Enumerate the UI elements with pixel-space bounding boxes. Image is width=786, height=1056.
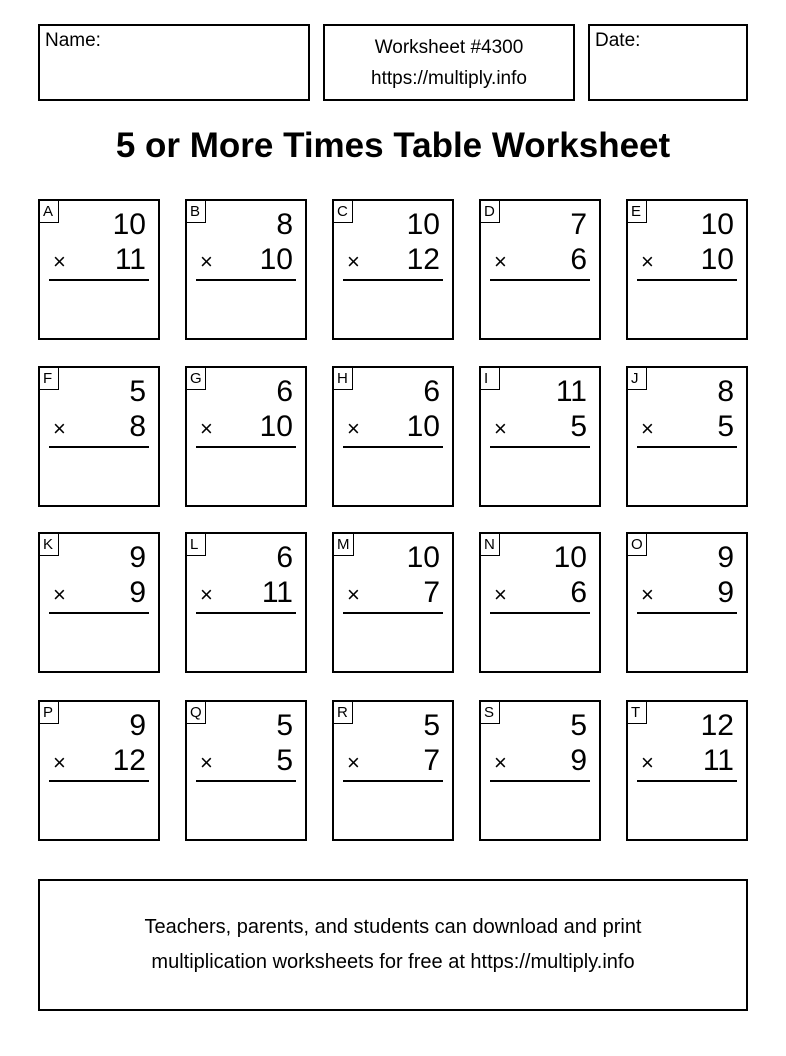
times-sign: × [53, 750, 66, 775]
problem-card[interactable] [38, 366, 160, 507]
multiplicand: 8 [276, 208, 293, 241]
multiplicand: 5 [570, 709, 587, 742]
problem-letter: B [187, 201, 206, 223]
times-sign: × [347, 750, 360, 775]
answer-line [343, 780, 443, 782]
multiplier: 8 [129, 410, 146, 443]
problem-letter: O [628, 534, 647, 556]
times-sign: × [53, 249, 66, 274]
worksheet-number: Worksheet #4300 [374, 37, 524, 58]
multiplicand: 12 [700, 709, 734, 742]
footer-box [38, 879, 748, 1011]
times-sign: × [494, 249, 507, 274]
multiplicand: 10 [112, 208, 146, 241]
multiplicand: 9 [717, 541, 734, 574]
problem-letter: D [481, 201, 500, 223]
problem-card[interactable] [38, 532, 160, 673]
answer-line [637, 279, 737, 281]
multiplier: 7 [423, 576, 440, 609]
multiplicand: 6 [276, 375, 293, 408]
problem-letter: Q [187, 702, 206, 724]
multiplier: 12 [406, 243, 440, 276]
answer-line [196, 612, 296, 614]
times-sign: × [347, 249, 360, 274]
problem-letter: P [40, 702, 59, 724]
multiplicand: 10 [406, 208, 440, 241]
multiplicand: 10 [406, 541, 440, 574]
multiplier: 10 [700, 243, 734, 276]
problem-letter: S [481, 702, 500, 724]
problem-letter: M [334, 534, 354, 556]
multiplier: 10 [259, 410, 293, 443]
answer-line [49, 279, 149, 281]
answer-line [196, 279, 296, 281]
problem-card[interactable] [626, 700, 748, 841]
multiplicand: 8 [717, 375, 734, 408]
problem-letter: I [481, 368, 500, 390]
problem-card[interactable] [185, 199, 307, 340]
times-sign: × [347, 416, 360, 441]
multiplier: 5 [717, 410, 734, 443]
problem-card[interactable] [626, 366, 748, 507]
problem-letter: H [334, 368, 353, 390]
times-sign: × [641, 582, 654, 607]
problem-letter: A [40, 201, 59, 223]
multiplier: 9 [717, 576, 734, 609]
answer-line [490, 612, 590, 614]
problem-letter: C [334, 201, 353, 223]
answer-line [49, 446, 149, 448]
multiplier: 5 [570, 410, 587, 443]
footer-line-2: multiplication worksheets for free at https://multiply.info [151, 951, 635, 973]
multiplier: 11 [114, 243, 146, 276]
problem-letter: E [628, 201, 647, 223]
times-sign: × [641, 416, 654, 441]
answer-line [196, 780, 296, 782]
times-sign: × [494, 582, 507, 607]
multiplicand: 7 [570, 208, 587, 241]
problem-card[interactable] [479, 199, 601, 340]
problem-card[interactable] [479, 700, 601, 841]
problem-card[interactable] [479, 532, 601, 673]
multiplier: 7 [423, 744, 440, 777]
answer-line [343, 279, 443, 281]
answer-line [490, 279, 590, 281]
problem-card[interactable] [626, 532, 748, 673]
multiplier: 9 [129, 576, 146, 609]
multiplier: 6 [570, 243, 587, 276]
problem-card[interactable] [185, 532, 307, 673]
problem-letter: T [628, 702, 647, 724]
problem-letter: N [481, 534, 500, 556]
times-sign: × [347, 582, 360, 607]
problem-letter: G [187, 368, 206, 390]
problem-card[interactable] [332, 532, 454, 673]
footer-line-1: Teachers, parents, and students can download and print [144, 916, 642, 938]
multiplier: 10 [406, 410, 440, 443]
problem-letter: K [40, 534, 59, 556]
multiplier: 11 [702, 744, 734, 777]
page-title: 5 or More Times Table Worksheet [115, 126, 671, 165]
problem-card[interactable] [332, 366, 454, 507]
answer-line [637, 446, 737, 448]
times-sign: × [200, 582, 213, 607]
times-sign: × [494, 750, 507, 775]
problem-card[interactable] [38, 199, 160, 340]
multiplicand: 6 [276, 541, 293, 574]
answer-line [49, 780, 149, 782]
multiplicand: 5 [129, 375, 146, 408]
multiplicand: 9 [129, 709, 146, 742]
times-sign: × [53, 582, 66, 607]
multiplicand: 6 [423, 375, 440, 408]
problem-card[interactable] [332, 199, 454, 340]
problem-card[interactable] [185, 700, 307, 841]
multiplicand: 5 [423, 709, 440, 742]
answer-line [637, 780, 737, 782]
answer-line [196, 446, 296, 448]
multiplicand: 5 [276, 709, 293, 742]
times-sign: × [53, 416, 66, 441]
times-sign: × [494, 416, 507, 441]
times-sign: × [641, 750, 654, 775]
worksheet-url: https://multiply.info [371, 68, 527, 89]
date-label: Date: [595, 30, 641, 51]
times-sign: × [641, 249, 654, 274]
answer-line [343, 612, 443, 614]
multiplier: 11 [261, 576, 293, 609]
problem-letter: J [628, 368, 647, 390]
problem-letter: F [40, 368, 59, 390]
problem-letter: R [334, 702, 353, 724]
name-label: Name: [45, 30, 101, 51]
answer-line [490, 780, 590, 782]
answer-line [490, 446, 590, 448]
multiplicand: 9 [129, 541, 146, 574]
problem-card[interactable] [332, 700, 454, 841]
times-sign: × [200, 249, 213, 274]
answer-line [637, 612, 737, 614]
multiplicand: 11 [555, 375, 587, 408]
problem-card[interactable] [38, 700, 160, 841]
multiplier: 10 [259, 243, 293, 276]
problem-letter: L [187, 534, 206, 556]
multiplicand: 10 [700, 208, 734, 241]
times-sign: × [200, 416, 213, 441]
multiplier: 12 [112, 744, 146, 777]
multiplier: 6 [570, 576, 587, 609]
answer-line [343, 446, 443, 448]
times-sign: × [200, 750, 213, 775]
problem-card[interactable] [626, 199, 748, 340]
answer-line [49, 612, 149, 614]
multiplier: 5 [276, 744, 293, 777]
multiplier: 9 [570, 744, 587, 777]
multiplicand: 10 [553, 541, 587, 574]
problem-card[interactable] [185, 366, 307, 507]
problem-card[interactable] [479, 366, 601, 507]
